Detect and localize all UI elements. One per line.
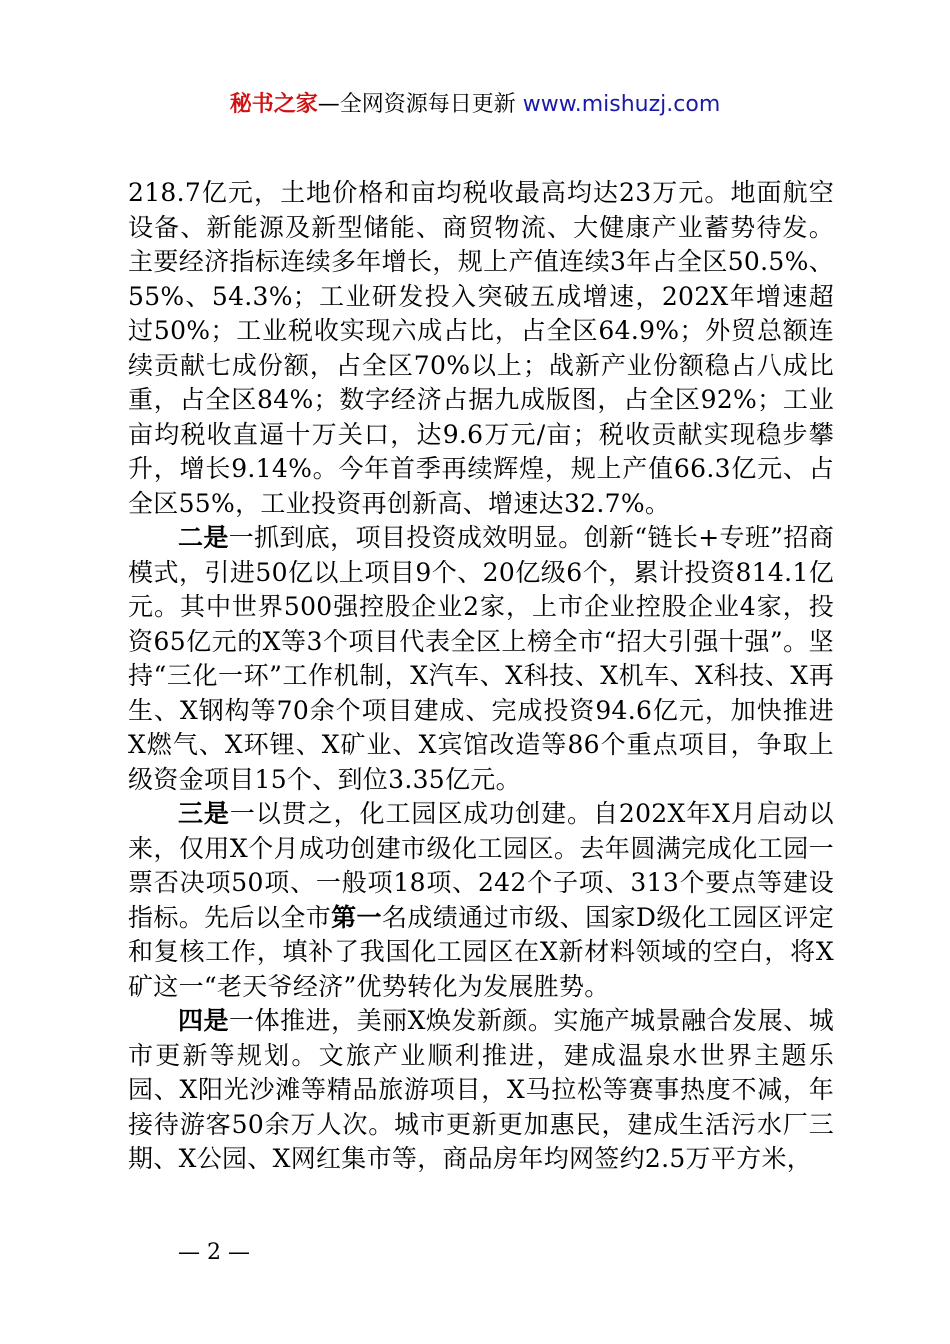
paragraph-3-emphasis: 第一 [331, 902, 382, 932]
paragraph-1-text: 218.7亿元，土地价格和亩均税收最高均达23万元。地面航空设备、新能源及新型储能、商贸物流、大健康产业蓄势待发。主要经济指标连续多年增长，规上产值连续3年占全区50.5%、55%、54.3%；工业研发投入突破五成增速，202X年增速超过50%；工业税收实现六成占比，占全区64.9%；外贸总额连续贡献七成份额，占全区70%以上；战新产业份额稳占八成比重，占全区84%；数字经济占据九成版图，占全区92%；工业亩均税收直逼十万关口，达9.6万元/亩；税收贡献实现稳步攀升，增长9.14%。今年首季再续辉煌，规上产值66.3亿元、占全区55%，工业投资再创新高、增速达32.7%。 [128, 178, 834, 518]
paragraph-2-text: 一抓到底，项目投资成效明显。创新“链长+专班”招商模式，引进50亿以上项目9个、20亿级6个，累计投资814.1亿元。其中世界500强控股企业2家，上市企业控股企业4家，投资65亿元的X等3个项目代表全区上榜全市“招大引强十强”。坚持“三化一环”工作机制，X汽车、X科技、X机车、X科技、X再生、X钢构等70余个项目建成、完成投资94.6亿元，加快推进X燃气、X环锂、X矿业、X宾馆改造等86个重点项目，争取上级资金项目15个、到位3.35亿元。 [128, 523, 834, 794]
paragraph-3-text-before: 一以贯之，化工园区成功创建。自202X年X月启动以来，仅用X个月成功创建市级化工园区。去年圆满完成化工园一票否决项50项、一般项18项、242个子项、313个要点等建设指标。先后以全市 [128, 799, 834, 932]
site-brand: 秘书之家 [229, 92, 318, 117]
paragraph-3 [128, 797, 834, 1004]
paragraph-4 [128, 1004, 834, 1177]
paragraph-4-text: 一体推进，美丽X焕发新颜。实施产城景融合发展、城市更新等规划。文旅产业顺利推进，建成温泉水世界主题乐园、X阳光沙滩等精品旅游项目，X马拉松等赛事热度不减，年接待游客50余万人次。城市更新更加惠民，建成生活污水厂三期、X公园、X网红集市等，商品房年均网签约2.5万平方米， [128, 1006, 835, 1173]
paragraph-3-lead: 三是 [178, 799, 230, 828]
page-number: — 2 — [178, 1240, 250, 1265]
site-url-link[interactable]: www.mishuzj.com [522, 92, 721, 117]
document-body [128, 176, 834, 1177]
site-slogan: —全网资源每日更新 [317, 92, 516, 117]
paragraph-2 [128, 521, 834, 797]
paragraph-2-lead: 二是 [178, 523, 229, 552]
paragraph-3-text-after: 名成绩通过市级、国家D级化工园区评定和复核工作，填补了我国化工园区在X新材料领域的空白，将X矿这一“老天爷经济”优势转化为发展胜势。 [128, 902, 834, 1001]
paragraph-1 [128, 176, 834, 521]
paragraph-4-lead: 四是 [178, 1006, 230, 1035]
site-header [0, 88, 950, 122]
